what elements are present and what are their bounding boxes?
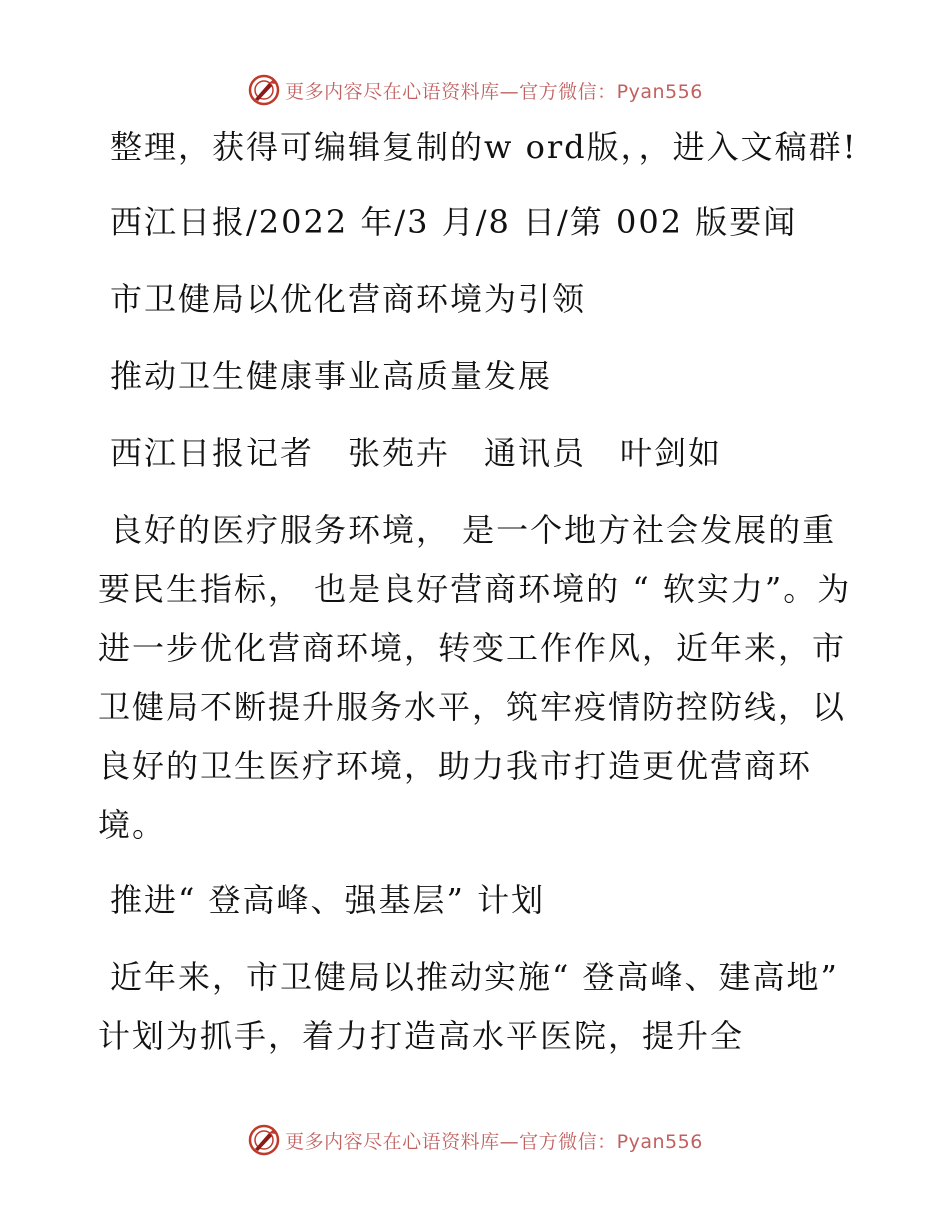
headline-line-1: 市卫健局以优化营商环境为引领 bbox=[110, 280, 587, 318]
body-paragraph-1: 良好的医疗服务环境， 是一个地方社会发展的重要民生指标， 也是良好营商环境的 “ 软实力”。为进一步优化营商环境，转变工作作风，近年来，市卫健局不断提升服务水平，筑牢疫情防控防线，以良好的卫生医疗环境，助力我市打造更优营商环境。 bbox=[98, 511, 852, 844]
article-body bbox=[98, 118, 858, 1082]
watermark-text: 更多内容尽在心语资料库—官方微信：Pyan556 bbox=[285, 1130, 703, 1153]
headline-line-2: 推动卫生健康事业高质量发展 bbox=[110, 357, 553, 395]
pen-nib-logo-icon bbox=[247, 1123, 281, 1157]
intro-note: 整理，获得可编辑复制的w ord版，，进入文稿群! bbox=[110, 128, 858, 166]
watermark-text: 更多内容尽在心语资料库—官方微信：Pyan556 bbox=[285, 80, 703, 103]
body-paragraph-2: 近年来，市卫健局以推动实施“ 登高峰、建高地” 计划为抓手，着力打造高水平医院，提升全 bbox=[98, 958, 839, 1055]
section-heading: 推进“ 登高峰、强基层” 计划 bbox=[110, 881, 546, 919]
header-watermark-banner bbox=[0, 70, 950, 110]
pen-nib-logo-icon bbox=[247, 73, 281, 107]
byline: 西江日报记者 张苑卉 通讯员 叶剑如 bbox=[110, 434, 723, 472]
footer-watermark-banner bbox=[0, 1120, 950, 1160]
publication-line: 西江日报/2022 年/3 月/8 日/第 002 版要闻 bbox=[110, 203, 798, 241]
